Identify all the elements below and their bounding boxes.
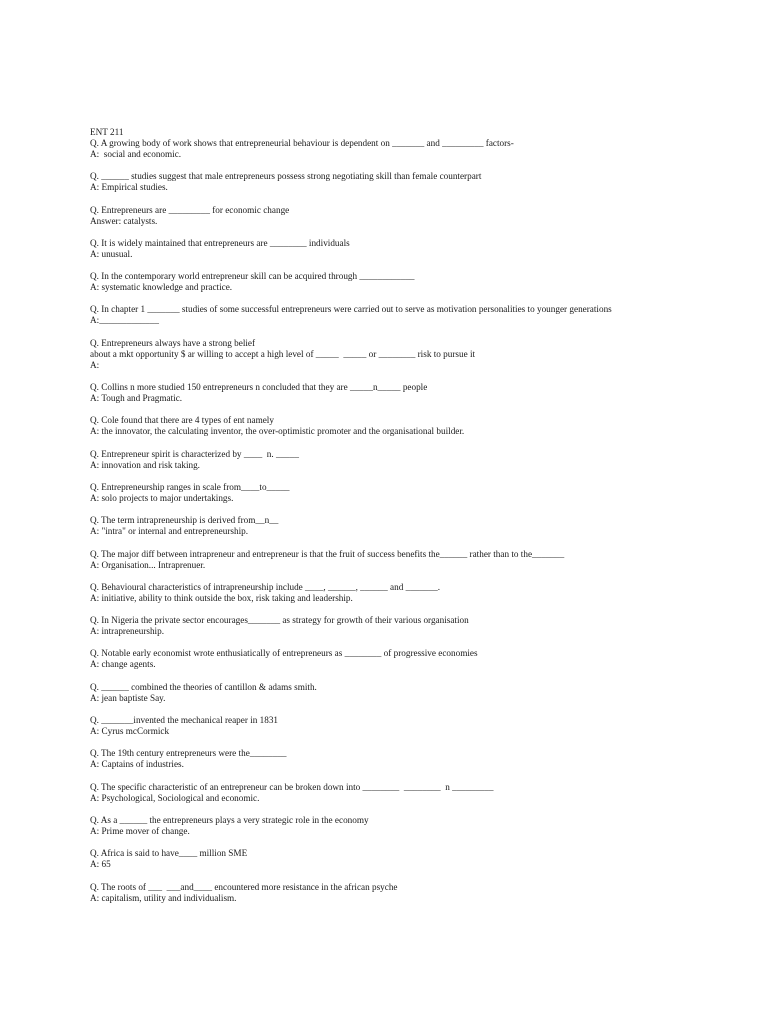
- answer-line: A: innovation and risk taking.: [90, 459, 200, 470]
- qa-item: [90, 648, 750, 670]
- question-line: Q. Behavioural characteristics of intrapreneurship include ____, ______, ______ and _______.: [90, 581, 441, 592]
- answer-line: A: systematic knowledge and practice.: [90, 282, 233, 293]
- qa-item: [90, 748, 750, 770]
- question-line: Q. The roots of ___ ___and____ encountered more resistance in the african psyche: [90, 881, 398, 892]
- qa-item: [90, 848, 750, 870]
- question-line: Q. Collins n more studied 150 entrepreneurs n concluded that they are _____n_____ people: [90, 382, 428, 393]
- qa-item: [90, 304, 750, 326]
- question-line: Q. _______invented the mechanical reaper in 1831: [90, 715, 279, 726]
- qa-item: [90, 338, 750, 371]
- qa-item: [90, 715, 750, 737]
- answer-line: A: jean baptiste Say.: [90, 692, 166, 703]
- answer-line: A: Empirical studies.: [90, 182, 168, 193]
- qa-item: [90, 271, 750, 293]
- answer-line: A: "intra" or internal and entrepreneurship.: [90, 526, 249, 537]
- question-line: Q. Notable early economist wrote enthusiatically of entrepreneurs as ________ of progressive economies: [90, 648, 478, 659]
- qa-item: [90, 482, 750, 504]
- question-line: Q. Entrepreneur spirit is characterized by ____ n. _____: [90, 448, 299, 459]
- answer-line: A: Organisation... Intraprenuer.: [90, 559, 206, 570]
- answer-line: A: 65: [90, 859, 111, 870]
- answer-line: A: initiative, ability to think outside the box, risk taking and leadership.: [90, 592, 353, 603]
- question-line: about a mkt opportunity $ ar willing to accept a high level of _____ _____ or ________ risk to pursue it: [90, 348, 476, 359]
- question-line: Q. ______ studies suggest that male entrepreneurs possess strong negotiating skill than female counterpart: [90, 171, 482, 182]
- answer-line: A:_____________: [90, 315, 159, 326]
- answer-line: A: Captains of industries.: [90, 759, 184, 770]
- document-body: [90, 127, 750, 915]
- answer-line: A: Tough and Pragmatic.: [90, 393, 183, 404]
- question-line: Q. The major diff between intrapreneur and entrepreneur is that the fruit of success benefits the______ rather than to the_______: [90, 548, 565, 559]
- question-line: Q. Africa is said to have____ million SME: [90, 848, 248, 859]
- document-title: ENT 211: [90, 127, 124, 137]
- qa-item: [90, 615, 750, 637]
- answer-line: A: capitalism, utility and individualism.: [90, 892, 237, 903]
- qa-item: [90, 171, 750, 193]
- qa-item: [90, 138, 750, 160]
- answer-line: A: the innovator, the calculating inventor, the over-optimistic promoter and the organisational builder.: [90, 426, 465, 437]
- qa-item: [90, 205, 750, 227]
- question-line: Q. ______ combined the theories of cantillon & adams smith.: [90, 681, 317, 692]
- qa-item: [90, 549, 750, 571]
- question-line: Q. A growing body of work shows that entrepreneurial behaviour is dependent on _______ and _________ factors-: [90, 138, 514, 148]
- qa-item: [90, 449, 750, 471]
- question-line: Q. In chapter 1 _______ studies of some successful entrepreneurs were carried out to serve as motivation personalities to younger generations: [90, 304, 612, 315]
- question-line: Q. The specific characteristic of an entrepreneur can be broken down into ________ ________ n _________: [90, 781, 494, 792]
- answer-line: A: Cyrus mcCormick: [90, 726, 170, 737]
- question-line: Q. The term intrapreneurship is derived from__n__: [90, 515, 279, 526]
- qa-item: [90, 238, 750, 260]
- answer-line: A: intrapreneurship.: [90, 626, 164, 637]
- answer-line: A: Prime mover of change.: [90, 825, 190, 836]
- qa-item: [90, 582, 750, 604]
- answer-line: Answer: catalysts.: [90, 215, 158, 226]
- qa-item: [90, 682, 750, 704]
- question-line: Q. It is widely maintained that entrepreneurs are ________ individuals: [90, 237, 350, 248]
- question-line: Q. Entrepreneurs are _________ for economic change: [90, 204, 290, 215]
- question-line: Q. In the contemporary world entrepreneur skill can be acquired through ____________: [90, 271, 415, 282]
- answer-line: A: solo projects to major undertakings.: [90, 492, 234, 503]
- qa-item: [90, 382, 750, 404]
- qa-item: [90, 515, 750, 537]
- question-line: Q. Entrepreneurship ranges in scale from____to_____: [90, 481, 290, 492]
- qa-item: [90, 815, 750, 837]
- answer-line: A: Psychological, Sociological and economic.: [90, 792, 260, 803]
- question-line: Q. As a ______ the entrepreneurs plays a very strategic role in the economy: [90, 814, 369, 825]
- qa-item: [90, 415, 750, 437]
- answer-line: A:: [90, 359, 100, 370]
- question-line: Q. Cole found that there are 4 types of ent namely: [90, 415, 274, 426]
- answer-line: A: social and economic.: [90, 149, 182, 159]
- qa-item: [90, 882, 750, 904]
- question-line: Q. The 19th century entrepreneurs were the________: [90, 748, 287, 759]
- question-line: Q. Entrepreneurs always have a strong belief: [90, 337, 256, 348]
- question-line: Q. In Nigeria the private sector encourages_______ as strategy for growth of their various organisation: [90, 615, 469, 626]
- qa-item: [90, 782, 750, 804]
- answer-line: A: unusual.: [90, 248, 133, 259]
- answer-line: A: change agents.: [90, 659, 156, 670]
